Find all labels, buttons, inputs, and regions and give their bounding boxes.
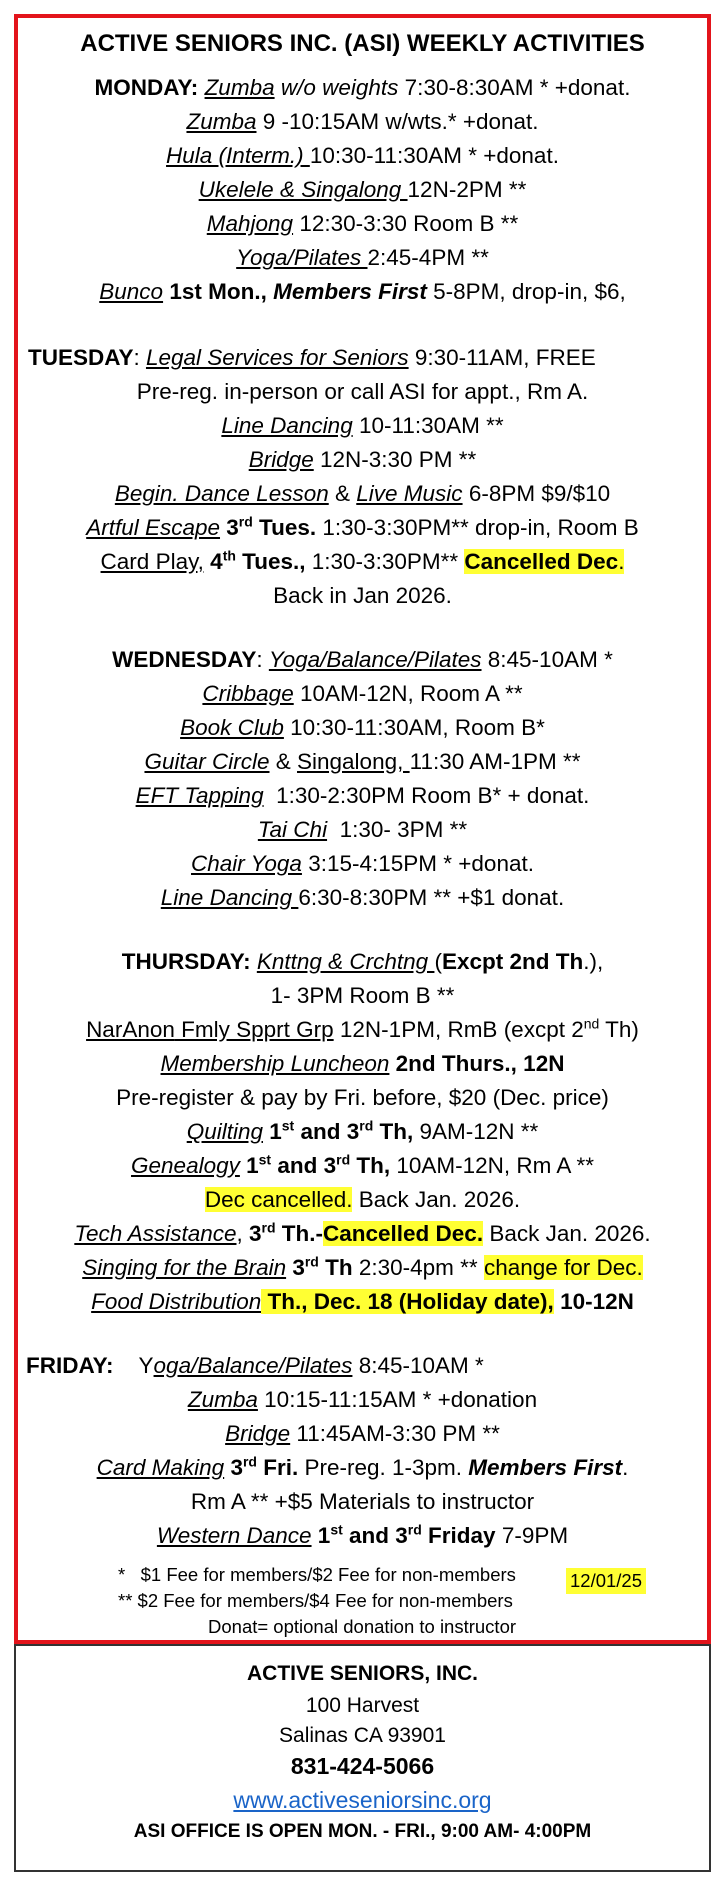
- cancel-badge: Dec cancelled.: [204, 1187, 353, 1212]
- wednesday-line-dancing: Line Dancing 6:30-8:30PM ** +$1 donat.: [160, 885, 565, 910]
- wednesday-tai-chi: Tai Chi 1:30- 3PM **: [257, 817, 468, 842]
- friday-card-note: Rm A ** +$5 Materials to instructor: [190, 1489, 535, 1514]
- monday-bunco: Bunco 1st Mon., Members First 5-8PM, drop-in, $6,: [99, 279, 626, 304]
- thursday-heading: THURSDAY:: [121, 949, 251, 974]
- tuesday-back: Back in Jan 2026.: [273, 583, 452, 608]
- thursday-singing: Singing for the Brain 3rd Th 2:30-4pm ** change for Dec.: [82, 1253, 643, 1280]
- donation-note: Donat= optional donation to instructor: [208, 1616, 517, 1637]
- wednesday-chair-yoga: Chair Yoga 3:15-4:15PM * +donat.: [191, 851, 534, 876]
- monday-heading: MONDAY:: [94, 75, 199, 100]
- tuesday-card-play: Card Play, 4th Tues., 1:30-3:30PM** Cancelled Dec.: [100, 547, 625, 574]
- website-link[interactable]: www.activeseniorsinc.org: [233, 1787, 492, 1813]
- footer-street: 100 Harvest: [305, 1694, 420, 1717]
- thursday-knitting-time: 1- 3PM Room B **: [270, 983, 455, 1008]
- monday-zumba-1: MONDAY: Zumba w/o weights 7:30-8:30AM * +donat.: [94, 75, 631, 100]
- thursday-genealogy-note: Dec cancelled. Back Jan. 2026.: [204, 1187, 521, 1212]
- footer-box: [14, 1644, 711, 1872]
- tuesday-dance: Begin. Dance Lesson & Live Music 6-8PM $9/$10: [114, 481, 611, 506]
- tuesday-legal-note: Pre-reg. in-person or call ASI for appt., Rm A.: [136, 379, 589, 404]
- monday-zumba-2: Zumba 9 -10:15AM w/wts.* +donat.: [186, 109, 539, 134]
- tuesday-bridge: Bridge 12N-3:30 PM **: [248, 447, 477, 472]
- thursday-naranon: NarAnon Fmly Spprt Grp 12N-1PM, RmB (excpt 2nd Th): [86, 1015, 639, 1042]
- wednesday-cribbage: Cribbage 10AM-12N, Room A **: [202, 681, 523, 706]
- footer-hours: ASI OFFICE IS OPEN MON. - FRI., 9:00 AM- 4:00PM: [133, 1821, 592, 1842]
- friday-zumba: Zumba 10:15-11:15AM * +donation: [187, 1387, 538, 1412]
- thursday-luncheon-note: Pre-register & pay by Fri. before, $20 (Dec. price): [116, 1085, 609, 1110]
- fee-note-1: * $1 Fee for members/$2 Fee for non-members: [118, 1564, 516, 1585]
- wednesday-book-club: Book Club 10:30-11:30AM, Room B*: [180, 715, 545, 740]
- monday-hula: Hula (Interm.) 10:30-11:30AM * +donat.: [166, 143, 559, 168]
- thursday-knitting: THURSDAY: Knttng & Crchtng (Excpt 2nd Th.),: [121, 949, 604, 974]
- footer-phone: 831-424-5066: [290, 1753, 435, 1779]
- revision-date: 12/01/25: [566, 1568, 646, 1594]
- thursday-quilting: Quilting 1st and 3rd Th, 9AM-12N **: [186, 1117, 539, 1144]
- cancel-badge: Cancelled Dec: [464, 549, 619, 574]
- fee-note-2: ** $2 Fee for members/$4 Fee for non-members: [118, 1590, 513, 1611]
- holiday-badge: Th., Dec. 18 (Holiday date),: [261, 1289, 554, 1314]
- change-badge: change for Dec.: [483, 1255, 643, 1280]
- page-title: ACTIVE SENIORS INC. (ASI) WEEKLY ACTIVITIES: [80, 30, 645, 57]
- wednesday-yoga: WEDNESDAY: Yoga/Balance/Pilates 8:45-10AM *: [112, 647, 613, 672]
- tuesday-heading: TUESDAY: [28, 345, 134, 370]
- wednesday-heading: WEDNESDAY: [112, 647, 257, 672]
- friday-yoga: FRIDAY: Yoga/Balance/Pilates 8:45-10AM *: [26, 1353, 484, 1378]
- footer-city: Salinas CA 93901: [279, 1724, 446, 1747]
- activities-content: [18, 18, 707, 1640]
- thursday-tech: Tech Assistance, 3rd Th.-Cancelled Dec. Back Jan. 2026.: [74, 1219, 651, 1246]
- friday-bridge: Bridge 11:45AM-3:30 PM **: [225, 1421, 500, 1446]
- thursday-luncheon: Membership Luncheon 2nd Thurs., 12N: [160, 1051, 565, 1076]
- friday-card-making: Card Making 3rd Fri. Pre-reg. 1-3pm. Members First.: [96, 1453, 629, 1480]
- wednesday-guitar: Guitar Circle & Singalong, 11:30 AM-1PM **: [144, 749, 581, 774]
- friday-heading: FRIDAY:: [26, 1353, 114, 1378]
- monday-mahjong: Mahjong 12:30-3:30 Room B **: [206, 211, 519, 236]
- wednesday-eft: EFT Tapping 1:30-2:30PM Room B* + donat.: [135, 783, 590, 808]
- footer-org: ACTIVE SENIORS, INC.: [246, 1662, 479, 1685]
- monday-ukulele: Ukelele & Singalong 12N-2PM **: [198, 177, 527, 202]
- tuesday-line-dancing: Line Dancing 10-11:30AM **: [221, 413, 504, 438]
- cancel-badge: Cancelled Dec.: [323, 1221, 484, 1246]
- friday-western: Western Dance 1st and 3rd Friday 7-9PM: [156, 1521, 569, 1548]
- tuesday-artful: Artful Escape 3rd Tues. 1:30-3:30PM** drop-in, Room B: [86, 513, 639, 540]
- thursday-genealogy: Genealogy 1st and 3rd Th, 10AM-12N, Rm A **: [131, 1151, 594, 1178]
- thursday-food: Food Distribution Th., Dec. 18 (Holiday date), 10-12N: [91, 1289, 634, 1314]
- tuesday-legal: TUESDAY: Legal Services for Seniors 9:30-11AM, FREE: [28, 345, 596, 370]
- monday-yoga: Yoga/Pilates 2:45-4PM **: [236, 245, 489, 270]
